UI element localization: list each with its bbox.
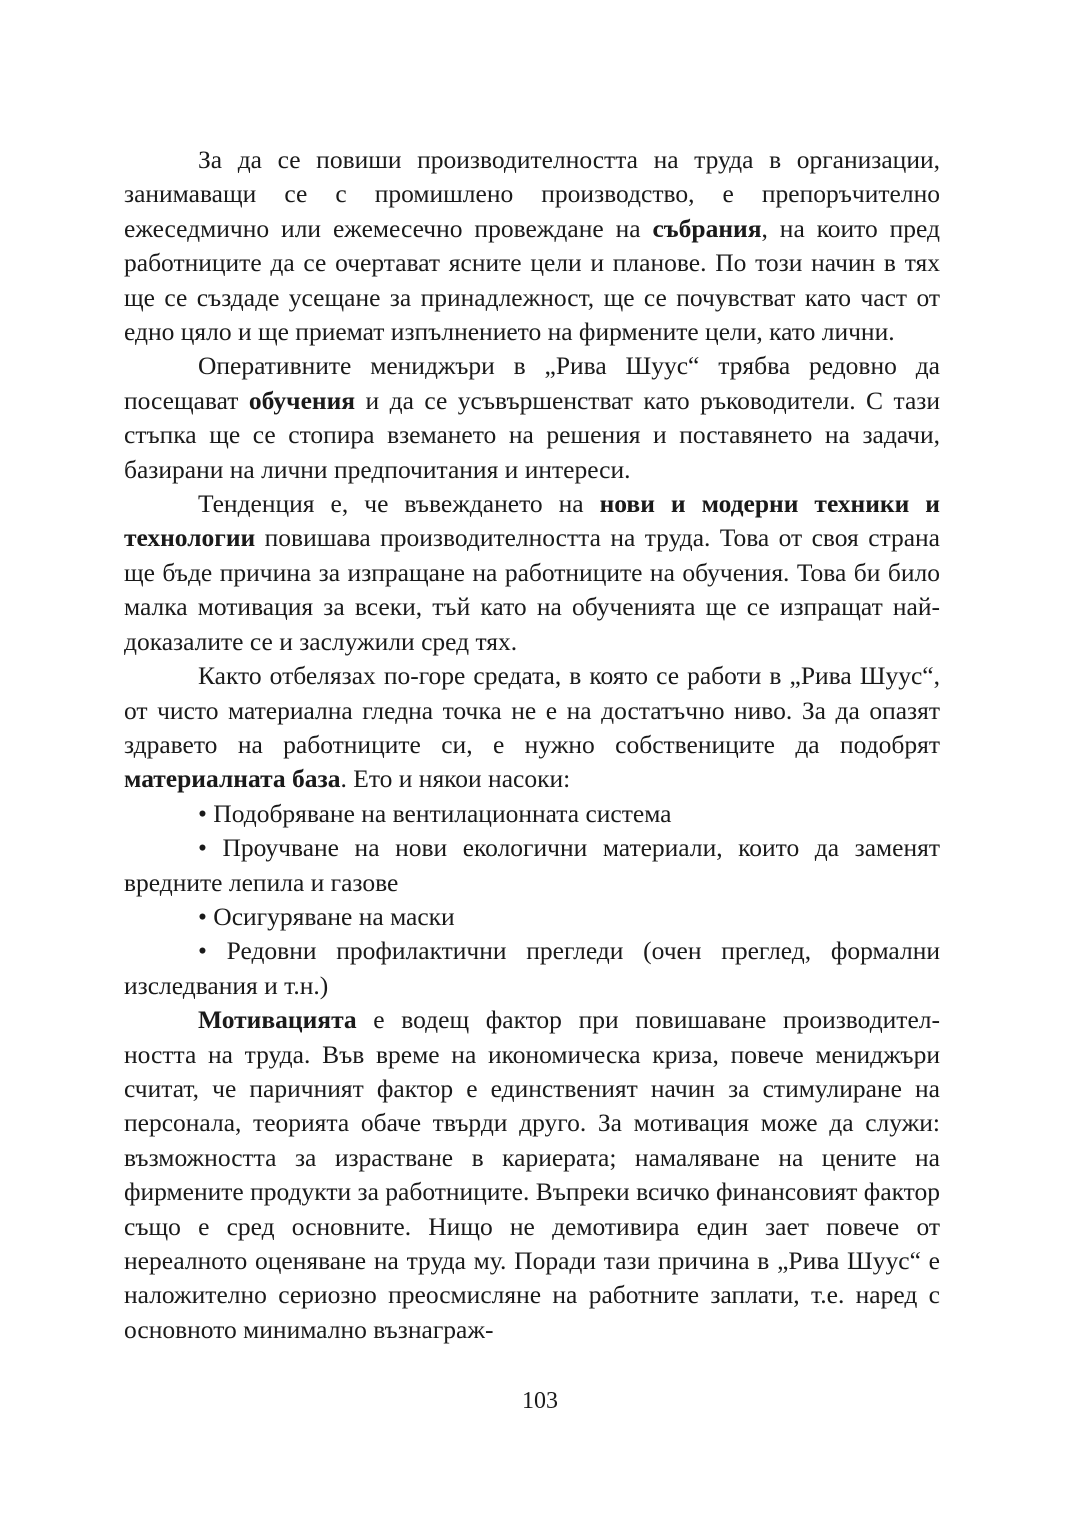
bullet-item	[124, 831, 940, 900]
bullet-text: • Осигуряване на маски	[198, 901, 455, 931]
text-run: , на които пред работниците да се очертават ясните цели и планове. По този начин в тях ще се създаде усещане за принадлежност, ще се почувстват като част от едно цяло и ще приемат изпълнението на фирмените цели, като лични.	[124, 213, 940, 347]
paragraph	[124, 659, 940, 797]
text-run: За да се повиши производителността на труда в организации, занимаващи се с промишлено производство, е препоръчително ежеседмично или ежемесечно провеждане на	[124, 145, 940, 243]
text-run: Както отбелязах по-горе средата, в която се работи в „Рива Шуус“, от чисто материална гледна точка не е на достатъчно ниво. За да опазят здравето на работниците си, е нужно собствениците да подобрят	[124, 661, 940, 759]
bullet-item	[124, 797, 940, 831]
bullet-text: • Проучване на нови екологични материали, които да заменят вредните лепила и газове	[124, 833, 940, 897]
paragraph	[124, 487, 940, 659]
body-text	[124, 143, 940, 1347]
text-run: . Ето и някои насоки:	[340, 764, 571, 794]
text-run: е водещ фактор при повишаване производителността на труда. Във време на икономическа криза, повече мениджъри считат, че паричният фактор е единственият начин за стимулиране на персонала, теорията обаче твърди друго. За мотивация може да служи: възможността за израстване в кариерата; намаляване на цените на фирмените продукти за работниците. Въпреки всичко финансовият фактор също е сред основните. Нищо не демотивира един зает повече от нереалното оценяване на труда му. Поради тази причина в „Рива Шуус“ е наложително сериозно преосмисляне на работните заплати, т.е. наред с основното минимално възнаграж-	[124, 1005, 940, 1344]
paragraph	[124, 1003, 940, 1347]
text-run: Оперативните мениджъри в „Рива Шуус“ трябва редовно да посещават	[124, 351, 940, 415]
page-number: 103	[522, 1388, 558, 1414]
bullet-text: • Редовни профилактични прегледи (очен преглед, формални изследвания и т.н.)	[124, 936, 940, 1000]
bold-term: събрания	[652, 213, 762, 243]
bold-term: материалната база	[124, 764, 341, 794]
bullet-item	[124, 900, 940, 934]
text-run: повишава производителността на труда. Това от своя страна ще бъде причина за изпращане на работниците на обучения. Това би било малка мотивация за всеки, тъй като на обученията ще се изпращат най-доказалите се и заслужили сред тях.	[124, 523, 940, 656]
text-run: Тенденция е, че въвеждането на	[198, 489, 600, 519]
text-run: и да се усъвършенстват като ръководители. С тази стъпка ще се стопира вземането на решения и поставянето на задачи, базирани на лични предпочитания и интереси.	[124, 385, 940, 484]
bold-term: Мотивацията	[198, 1005, 357, 1035]
bullet-text: • Подобряване на вентилационната система	[198, 798, 672, 828]
bold-term: нови и модерни техники и технологии	[124, 489, 940, 553]
paragraph	[124, 143, 940, 349]
paragraph	[124, 349, 940, 487]
bullet-item	[124, 934, 940, 1003]
bold-term: обучения	[248, 385, 356, 415]
